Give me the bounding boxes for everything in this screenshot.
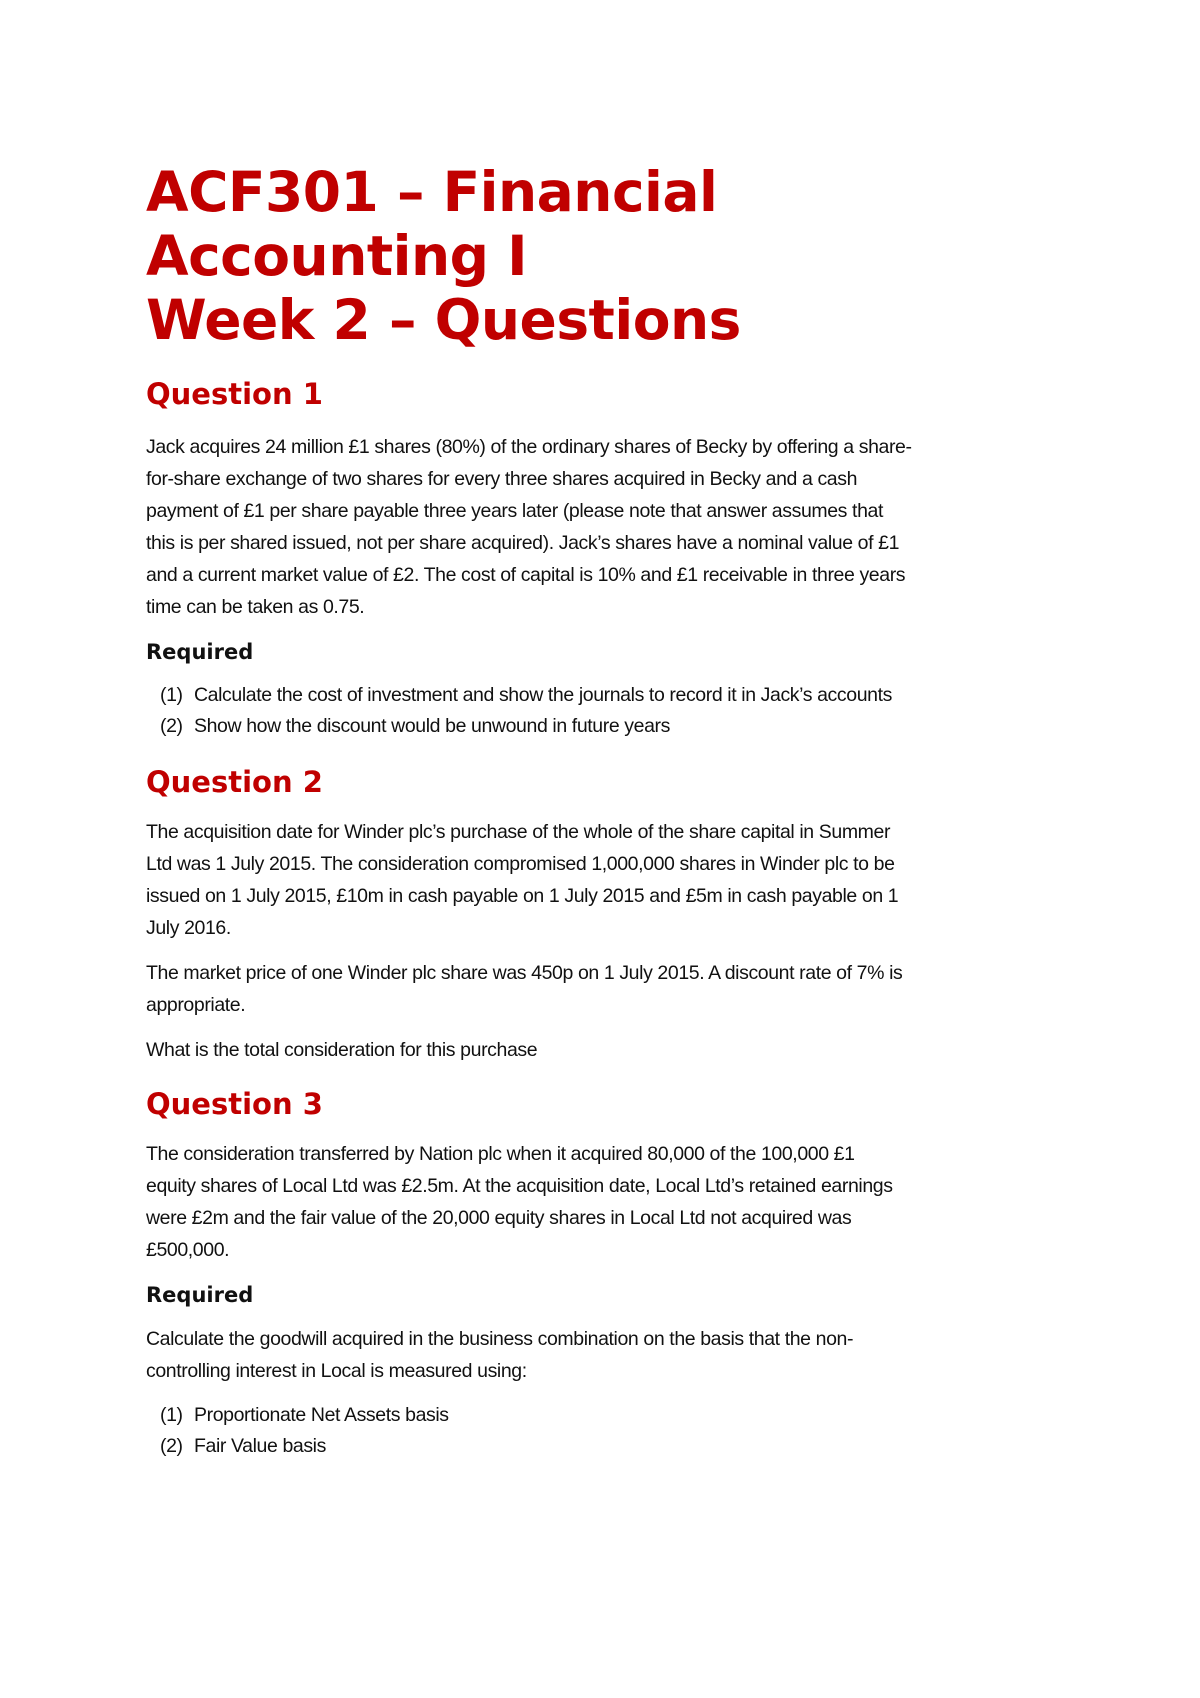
text-line: appropriate. — [146, 994, 246, 1016]
text-line: Ltd was 1 July 2015. The consideration compromised 1,000,000 shares in Winder plc to be — [146, 853, 895, 875]
list-item — [146, 680, 1066, 711]
question-1-body — [146, 431, 1066, 623]
question-2-body — [146, 816, 1066, 944]
list-item-number: (1) — [160, 684, 183, 706]
text-line: controlling interest in Local is measured using: — [146, 1360, 527, 1382]
question-2-prompt — [146, 1034, 1066, 1066]
text-line: equity shares of Local Ltd was £2.5m. At the acquisition date, Local Ltd’s retained earnings — [146, 1175, 893, 1197]
document-page — [146, 160, 1066, 1462]
title-line: Accounting I — [146, 224, 528, 288]
text-line: time can be taken as 0.75. — [146, 596, 365, 618]
question-3-heading: Question 3 — [146, 1087, 323, 1121]
list-item-text: Fair Value basis — [194, 1435, 326, 1457]
text-line: £500,000. — [146, 1239, 230, 1261]
question-3-body — [146, 1138, 1066, 1266]
text-line: and a current market value of £2. The cost of capital is 10% and £1 receivable in three years — [146, 564, 906, 586]
list-item-number: (2) — [160, 1435, 183, 1457]
question-1-required-heading: Required — [146, 640, 254, 664]
text-line: payment of £1 per share payable three years later (please note that answer assumes that — [146, 500, 883, 522]
text-line: July 2016. — [146, 917, 231, 939]
question-3-required-heading: Required — [146, 1283, 254, 1307]
text-line: for-share exchange of two shares for every three shares acquired in Becky and a cash — [146, 468, 858, 490]
question-2-market-price — [146, 957, 1066, 1021]
text-line: The consideration transferred by Nation plc when it acquired 80,000 of the 100,000 £1 — [146, 1143, 855, 1165]
text-line: Jack acquires 24 million £1 shares (80%) of the ordinary shares of Becky by offering a share- — [146, 436, 912, 458]
text-line: this is per shared issued, not per share acquired). Jack’s shares have a nominal value of £1 — [146, 532, 900, 554]
document-title — [146, 160, 1066, 352]
list-item-text: Show how the discount would be unwound in future years — [194, 715, 670, 737]
question-2-section — [146, 764, 1066, 1066]
list-item-number: (1) — [160, 1404, 183, 1426]
question-1-required-list — [146, 680, 1066, 742]
text-line: were £2m and the fair value of the 20,000 equity shares in Local Ltd not acquired was — [146, 1207, 852, 1229]
text-line: The acquisition date for Winder plc’s purchase of the whole of the share capital in Summer — [146, 821, 891, 843]
list-item — [146, 1431, 1066, 1462]
text-line: The market price of one Winder plc share was 450p on 1 July 2015. A discount rate of 7% is — [146, 962, 903, 984]
title-line: ACF301 – Financial — [146, 160, 718, 224]
list-item — [146, 711, 1066, 742]
text-line: Calculate the goodwill acquired in the business combination on the basis that the non- — [146, 1328, 854, 1350]
question-1-section — [146, 376, 1066, 742]
question-3-required-list — [146, 1400, 1066, 1462]
title-line: Week 2 – Questions — [146, 288, 741, 352]
question-3-required-intro — [146, 1323, 1066, 1387]
question-2-heading: Question 2 — [146, 765, 323, 799]
list-item-text: Calculate the cost of investment and show the journals to record it in Jack’s accounts — [194, 684, 892, 706]
list-item-text: Proportionate Net Assets basis — [194, 1404, 449, 1426]
question-1-heading: Question 1 — [146, 377, 323, 411]
list-item-number: (2) — [160, 715, 183, 737]
text-line: What is the total consideration for this purchase — [146, 1039, 538, 1061]
list-item — [146, 1400, 1066, 1431]
text-line: issued on 1 July 2015, £10m in cash payable on 1 July 2015 and £5m in cash payable on 1 — [146, 885, 899, 907]
question-3-section — [146, 1086, 1066, 1462]
